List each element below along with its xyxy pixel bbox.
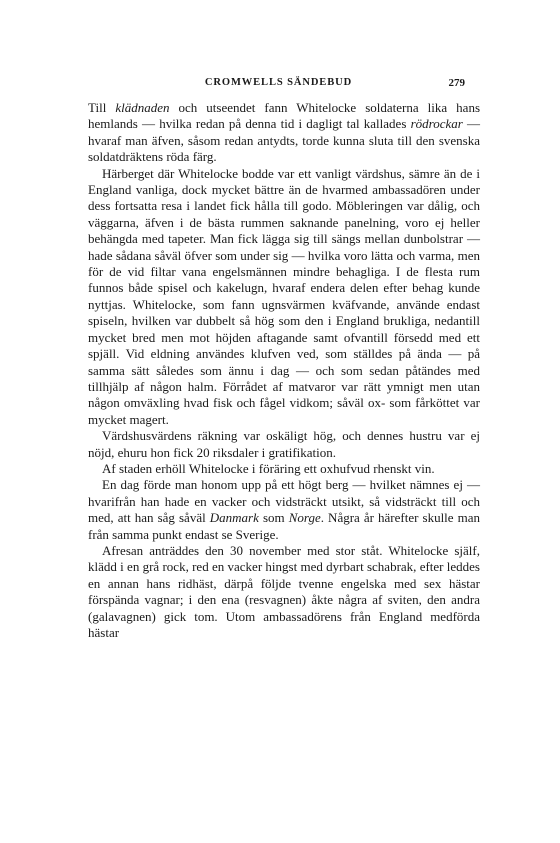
italic-term: Norge bbox=[288, 510, 321, 526]
text-run: Härberget där Whitelocke bodde var ett vanligt värdshus, sämre än de i England vanliga, dock mycket bättre än de hvarmed ambassadören under dess fortsatta resa i landet fick hålla till godo. Möbleringen var dålig, och väggarna, äfven i de bästa rummen saknande panelning, voro ej heller behängda med tapeter. Man fick lägga sig till sängs mellan dunbolstrar — hade sådana såväl öfver som under sig — hvilka voro lätta och varma, men för de vid filtar vana engelsmännen mindre behagliga. I de flesta rum funnos både spisel och kakelugn, hvaraf endera delen efter behag kunde nyttjas. Whitelocke, som fann ugnsvärmen kväfvande, använde endast spiseln, hvilken var dubbelt så hög som den i England brukliga, nedantill mycket bred men mot höjden aftagande samt ofvantill försedd med ett spjäll. Vid eldning användes klufven ved, som ställdes på ända — på samma sätt således som ännu i dag — och som sedan påtändes med tillhjälp af någon halm. Förrådet af matvaror var rätt ymnigt men utan någon omväxling hvad fisk och fågel vidkom; såväl ox- som fårköttet var mycket magert. bbox=[88, 165, 480, 427]
text-run: Af staden erhöll Whitelocke i föräring ett oxhufvud rhenskt vin. bbox=[102, 460, 435, 476]
text-run: — hvaraf man äfven, såsom redan antydts, torde kunna sluta till den svenska soldatdräktens röda färg. bbox=[88, 116, 480, 165]
italic-term: rödrockar bbox=[410, 116, 463, 132]
italic-term: klädnaden bbox=[115, 100, 170, 115]
paragraph bbox=[88, 477, 480, 543]
paragraph bbox=[88, 428, 480, 461]
running-title: CROMWELLS SÄNDEBUD bbox=[204, 77, 353, 88]
body-text bbox=[88, 100, 480, 641]
paragraph bbox=[88, 100, 480, 166]
text-run: En dag förde man honom upp på ett högt berg — hvilket nämnes ej — hvarifrån han hade en vacker och vidsträckt utsikt, så vidsträckt till och med, att han såg såväl bbox=[88, 477, 480, 526]
italic-term: Danmark bbox=[209, 510, 259, 526]
paragraph bbox=[88, 166, 480, 429]
paragraph bbox=[88, 543, 480, 641]
text-run: Värdshusvärdens räkning var oskäligt hög, och dennes hustru var ej nöjd, ehuru hon fick 20 riksdaler i gratifikation. bbox=[88, 428, 480, 460]
text-run: och utseendet fann Whitelocke soldaterna lika hans hemlands — hvilka redan på denna tid i dagligt tal kallades bbox=[88, 100, 480, 132]
text-run: som bbox=[258, 510, 289, 526]
page-number: 279 bbox=[448, 77, 465, 89]
page-header bbox=[88, 77, 469, 93]
text-run: . Några år härefter skulle man från samma punkt endast se Sverige. bbox=[88, 510, 481, 542]
text-run: Afresan anträddes den 30 november med stor ståt. Whitelocke själf, klädd i en grå rock, red en vacker hingst med dyrbart schabrak, efter leddes en annan hans ridhäst, därpå följde tvenne engelska med sex hästar förspända vagnar; i den ena (resvagnen) åkte några af sviten, den andra (galavagnen) gick tom. Utom ambassadörens från England medförda hästar bbox=[88, 542, 480, 640]
paragraph bbox=[88, 461, 480, 477]
text-run: Till bbox=[88, 100, 116, 115]
